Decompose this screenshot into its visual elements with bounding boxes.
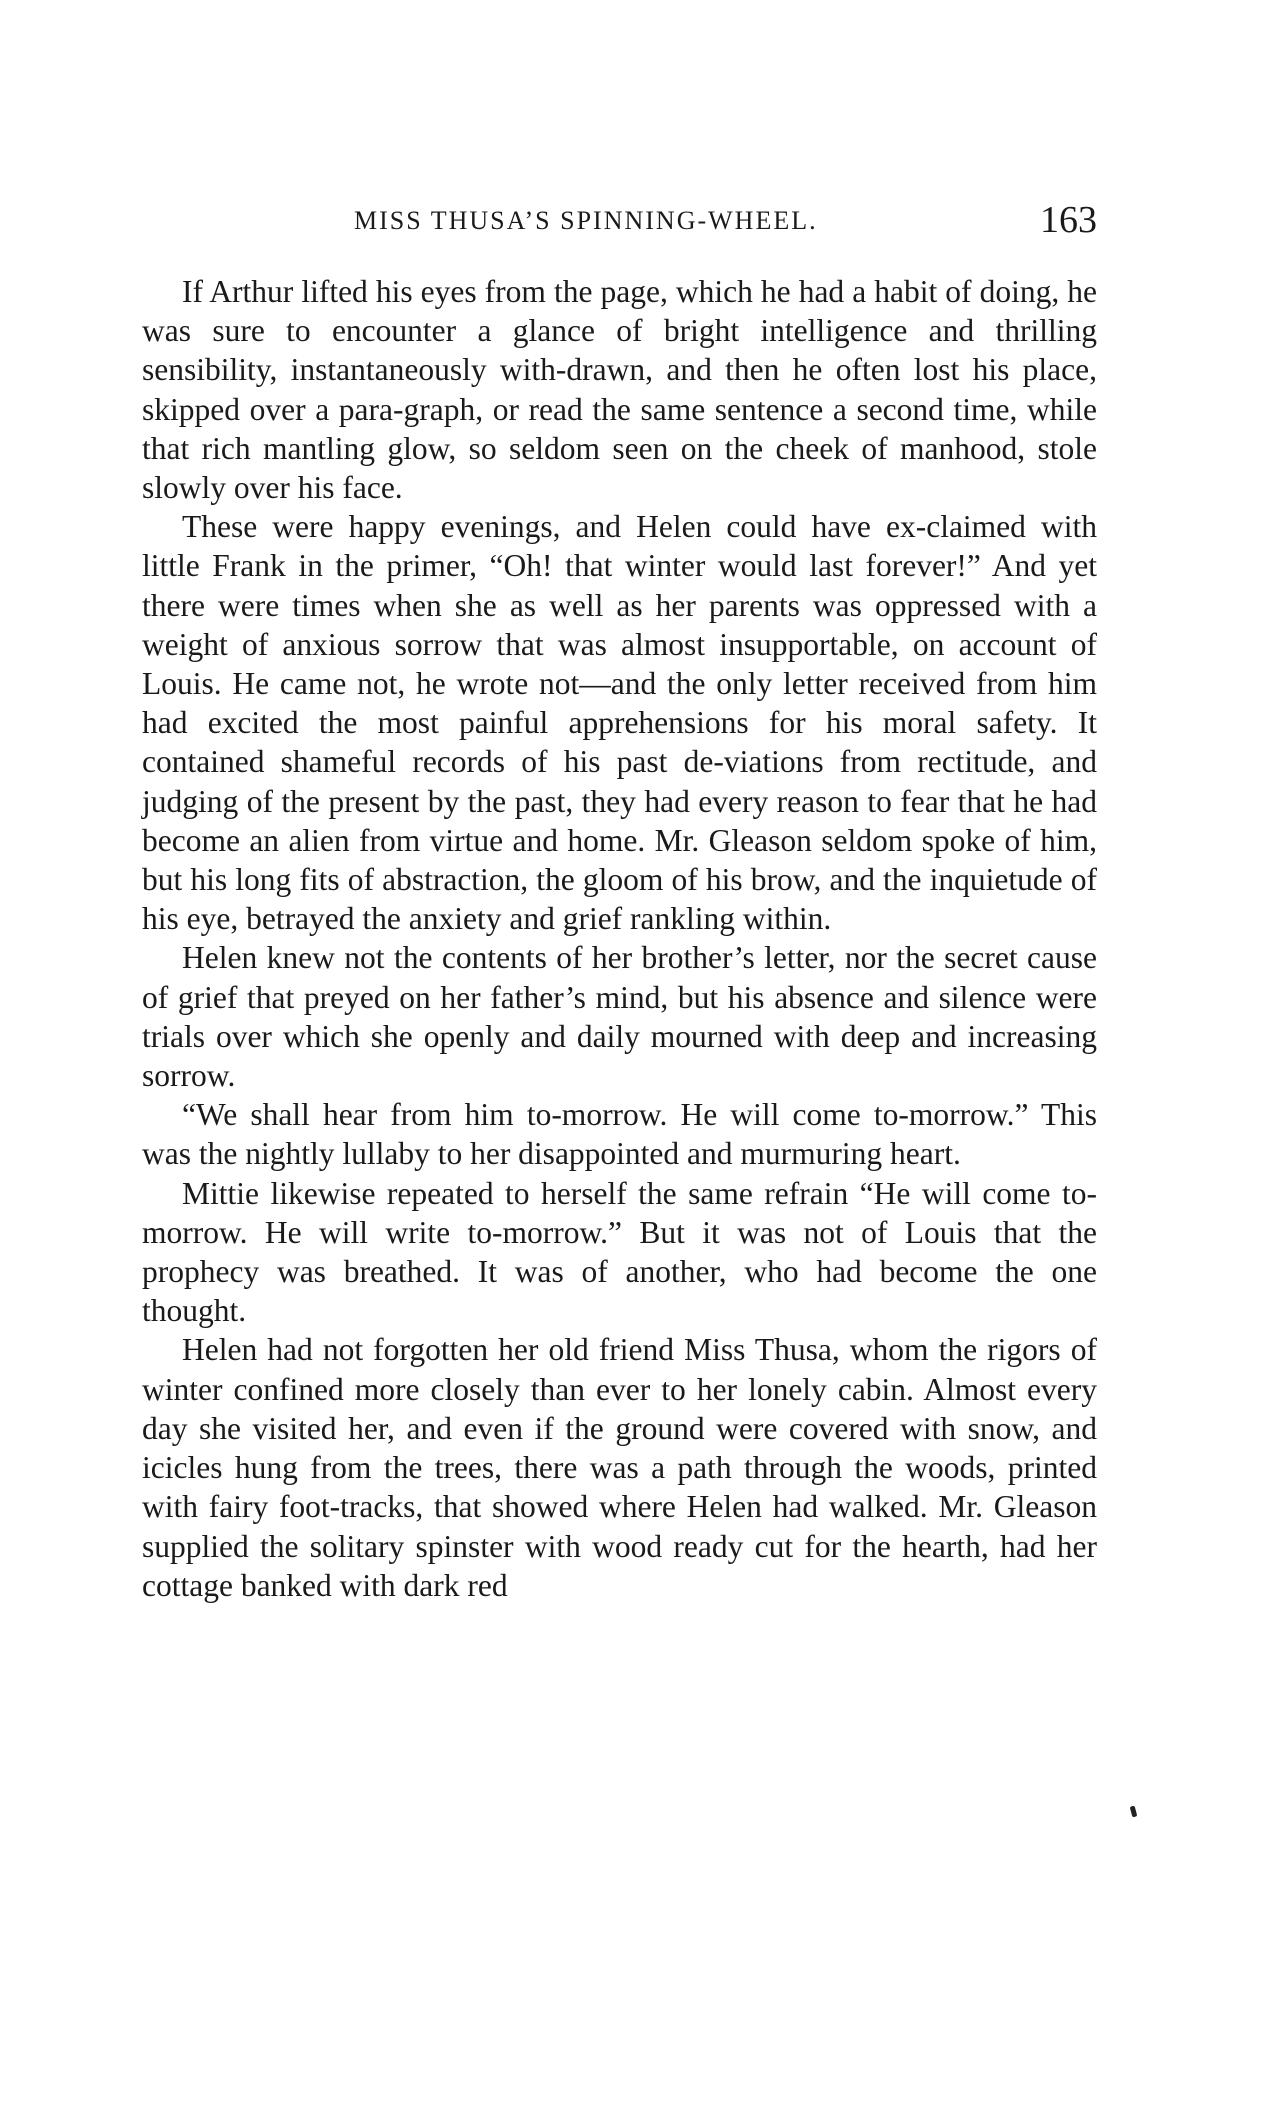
paragraph-5: Mittie likewise repeated to herself the same refrain “He will come to-morrow. He will write to-morrow.” But it was not of Louis that the prophecy was breathed. It was of another, who had become the one thought. <box>142 1175 1097 1329</box>
running-head <box>142 198 1097 248</box>
paragraph-2: These were happy evenings, and Helen could have ex-claimed with little Frank in the primer, “Oh! that winter would last forever!” And yet there were times when she as well as her parents was oppressed with a weight of anxious sorrow that was almost insupportable, on account of Louis. He came not, he wrote not—and the only letter received from him had excited the most painful apprehensions for his moral safety. It contained shameful records of his past de-viations from rectitude, and judging of the present by the past, they had every reason to fear that he had become an alien from virtue and home. Mr. Gleason seldom spoke of him, but his long fits of abstraction, the gloom of his brow, and the inquietude of his eye, betrayed the anxiety and grief rankling within. <box>142 509 1097 937</box>
paragraph-6: Helen had not forgotten her old friend Miss Thusa, whom the rigors of winter confined more closely than ever to her lonely cabin. Almost every day she visited her, and even if the ground were covered with snow, and icicles hung from the trees, there was a path through the woods, printed with fairy foot-tracks, that showed where Helen had walked. Mr. Gleason supplied the solitary spinster with wood ready cut for the hearth, had her cottage banked with dark red <box>142 1332 1097 1603</box>
paragraph-1: If Arthur lifted his eyes from the page, which he had a habit of doing, he was sure to encounter a glance of bright intelligence and thrilling sensibility, instantaneously with-drawn, and then he often lost his place, skipped over a para-graph, or read the same sentence a second time, while that rich mantling glow, so seldom seen on the cheek of manhood, stole slowly over his face. <box>142 274 1097 506</box>
body-text <box>142 272 1097 1605</box>
paragraph-4: “We shall hear from him to-morrow. He will come to-morrow.” This was the nightly lullaby to her disappointed and murmuring heart. <box>142 1097 1097 1172</box>
paragraph-3: Helen knew not the contents of her brother’s letter, nor the secret cause of grief that preyed on her father’s mind, but his absence and silence were trials over which she openly and daily mourned with deep and increasing sorrow. <box>142 940 1097 1094</box>
ink-speck <box>1130 1806 1138 1818</box>
page-number: 163 <box>1040 199 1097 241</box>
running-title: MISS THUSA’S SPINNING-WHEEL. <box>354 206 818 235</box>
